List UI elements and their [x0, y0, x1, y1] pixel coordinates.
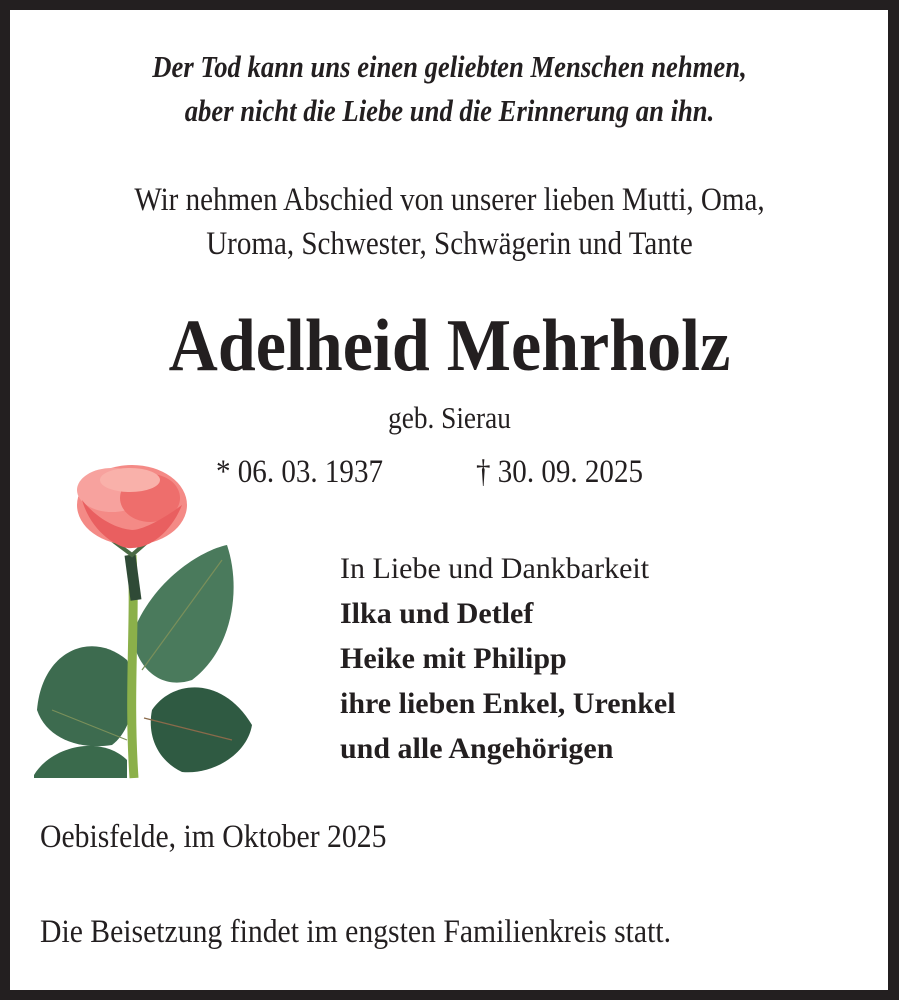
motto-line-1: Der Tod kann uns einen geliebten Menschen nehmen, — [152, 49, 747, 84]
mourner-name: Heike mit Philipp — [340, 642, 567, 675]
birth-date: * 06. 03. 1937 — [216, 454, 383, 490]
place-date: Oebisfelde, im Oktober 2025 — [40, 819, 387, 855]
born-name: geb. Sierau — [388, 400, 511, 435]
motto-line-2: aber nicht die Liebe und die Erinnerung an ihn. — [184, 93, 715, 128]
intro-line-1: Wir nehmen Abschied von unserer lieben Mutti, Oma, — [134, 182, 765, 218]
mourner-name: und alle Angehörigen — [340, 732, 614, 765]
death-date: † 30. 09. 2025 — [476, 454, 643, 490]
mourner-name: Ilka und Detlef — [340, 597, 534, 630]
intro-line-2: Uroma, Schwester, Schwägerin und Tante — [206, 226, 693, 262]
mourner-name: ihre lieben Enkel, Urenkel — [340, 687, 676, 720]
deceased-name: Adelheid Mehrholz — [168, 305, 731, 387]
mourners-block — [340, 546, 676, 771]
funeral-note: Die Beisetzung findet im engsten Familienkreis statt. — [40, 914, 671, 950]
mourners-intro: In Liebe und Dankbarkeit — [340, 552, 650, 585]
rose-icon — [32, 460, 257, 780]
